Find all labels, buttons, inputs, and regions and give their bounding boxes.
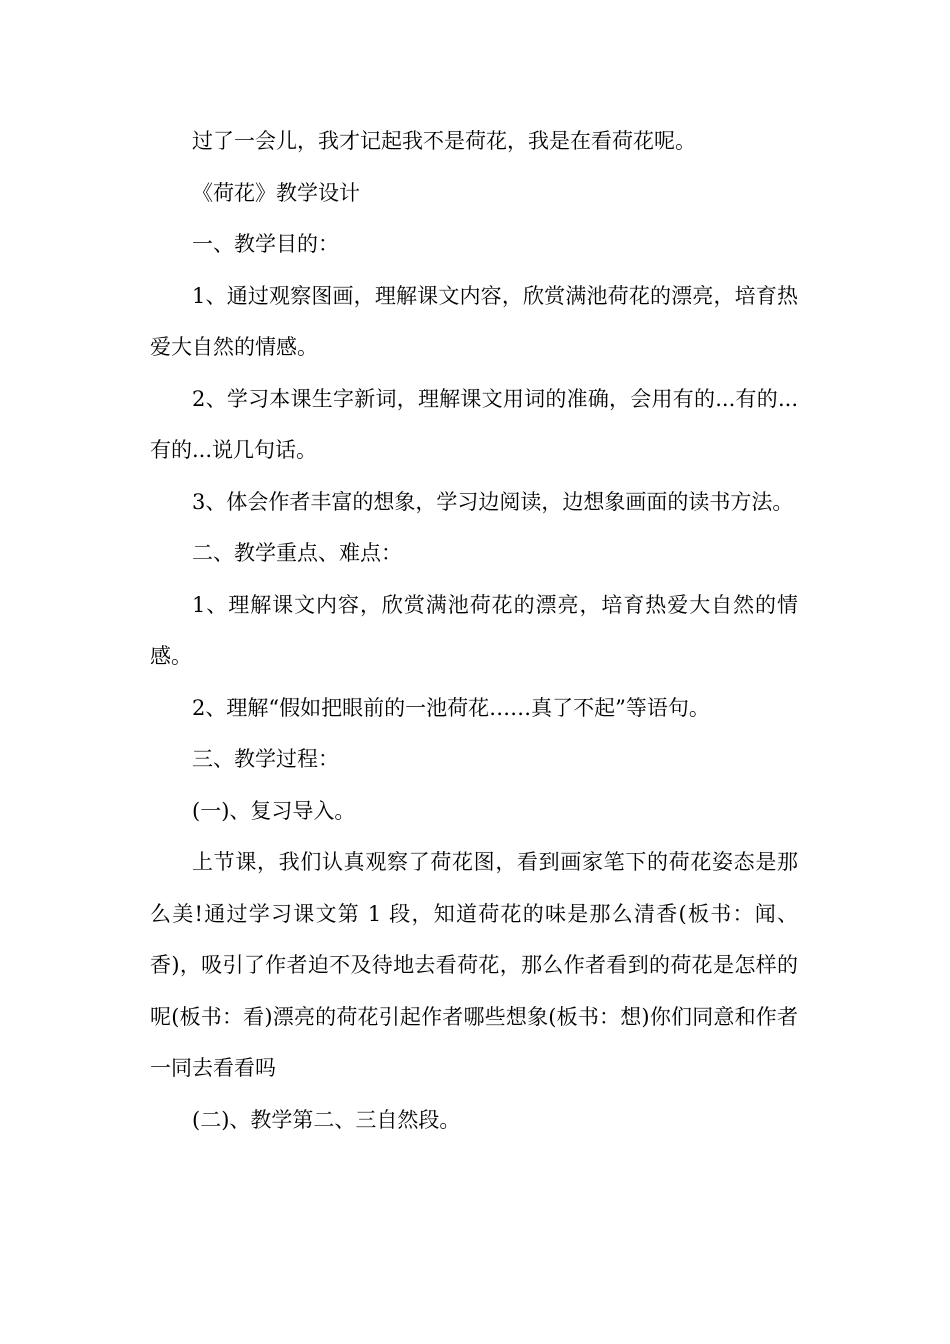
- section-heading: 三、教学过程：: [192, 747, 339, 771]
- section-heading: 一、教学目的：: [192, 232, 339, 256]
- subsection-heading: (一)、复习导入。: [192, 798, 356, 823]
- lesson-title: 《荷花》教学设计: [192, 180, 360, 205]
- section-heading: 二、教学重点、难点：: [192, 541, 402, 565]
- paragraph: 上节课，我们认真观察了荷花图，看到画家笔下的荷花姿态是那么美!通过学习课文第 1 段，知道荷花的味是那么清香(板书：闻、香)，吸引了作者迫不及待地去看荷花，那么作者看到的荷花是怎样的呢(板书：看)漂亮的荷花引起作者哪些想象(板书：想)你们同意和作者一同去看看吗: [150, 850, 798, 1080]
- document-body: [150, 116, 798, 1146]
- list-item: 2、学习本课生字新词，理解课文用词的准确，会用有的...有的...有的...说几句话。: [150, 386, 798, 462]
- list-item: 1、理解课文内容，欣赏满池荷花的漂亮，培育热爱大自然的情感。: [150, 592, 798, 668]
- subsection-heading: (二)、教学第二、三自然段。: [192, 1107, 461, 1132]
- list-item: 2、理解“假如把眼前的一池荷花……真了不起”等语句。: [192, 695, 710, 720]
- list-item: 1、通过观察图画，理解课文内容，欣赏满池荷花的漂亮，培育热爱大自然的情感。: [150, 283, 798, 359]
- list-item: 3、体会作者丰富的想象，学习边阅读，边想象画面的读书方法。: [192, 489, 794, 514]
- paragraph: 过了一会儿，我才记起我不是荷花，我是在看荷花呢。: [192, 129, 696, 153]
